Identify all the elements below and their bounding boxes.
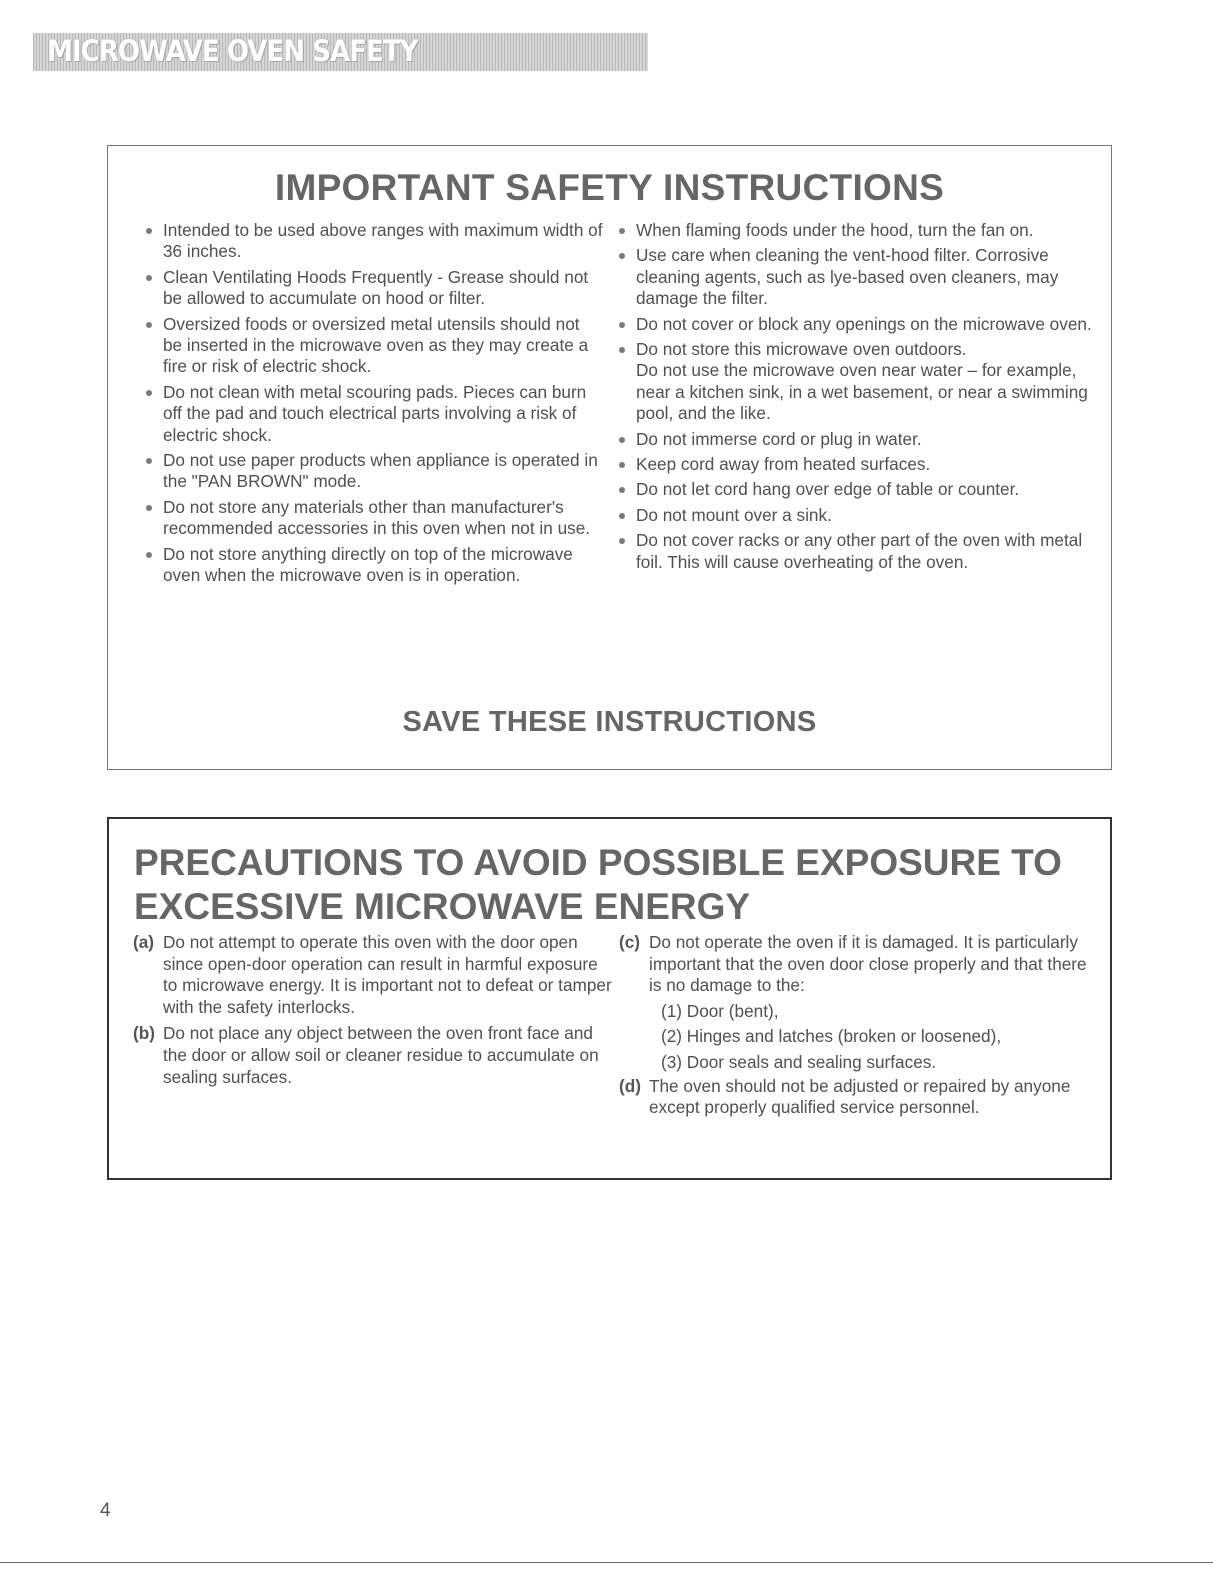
list-item-text: Do not attempt to operate this oven with the door open since open-door operation can result in harmful exposure to microwave energy. It is important not to defeat or tamper with the safety interlocks. bbox=[163, 932, 612, 1017]
sub-item: (3) Door seals and sealing surfaces. bbox=[661, 1051, 937, 1072]
save-instructions-footer: SAVE THESE INSTRUCTIONS bbox=[402, 706, 817, 738]
list-item: Do not cover or block any openings on the microwave oven. bbox=[606, 314, 1108, 335]
list-item: Do not use paper products when appliance is operated in the "PAN BROWN" mode. bbox=[133, 450, 603, 493]
precautions-box bbox=[107, 817, 1112, 1180]
precautions-title: PRECAUTIONS TO AVOID POSSIBLE EXPOSURE TO EXCESSIVE MICROWAVE ENERGY bbox=[134, 842, 1062, 927]
list-item: Do not store any materials other than manufacturer's recommended accessories in this oven when not in use. bbox=[133, 497, 603, 540]
section-header-bar bbox=[33, 33, 648, 71]
list-marker: (d) bbox=[619, 1075, 641, 1096]
list-item-text: The oven should not be adjusted or repaired by anyone except properly qualified service personnel. bbox=[649, 1075, 1071, 1118]
page-number: 4 bbox=[100, 1500, 111, 1521]
sub-item: (2) Hinges and latches (broken or loosened), bbox=[661, 1026, 1002, 1047]
list-item: When flaming foods under the hood, turn the fan on. bbox=[606, 220, 1108, 241]
list-item: Do not clean with metal scouring pads. Pieces can burn off the pad and touch electrical parts involving a risk of electric shock. bbox=[133, 382, 603, 446]
list-item: Keep cord away from heated surfaces. bbox=[606, 454, 1108, 475]
safety-list-right bbox=[606, 220, 1108, 577]
list-item: Do not let cord hang over edge of table or counter. bbox=[606, 479, 1108, 500]
list-item bbox=[133, 1023, 613, 1088]
list-item bbox=[133, 932, 613, 1018]
precautions-list-right bbox=[619, 932, 1089, 1119]
list-item: Do not store this microwave oven outdoors. bbox=[606, 339, 1108, 360]
list-item: Use care when cleaning the vent-hood filter. Corrosive cleaning agents, such as lye-based oven cleaners, may damage the filter. bbox=[606, 245, 1108, 309]
list-item: Clean Ventilating Hoods Frequently - Grease should not be allowed to accumulate on hood or filter. bbox=[133, 267, 603, 310]
bottom-divider bbox=[0, 1562, 1213, 1563]
safety-instructions-title: IMPORTANT SAFETY INSTRUCTIONS bbox=[274, 167, 945, 208]
sub-item: (1) Door (bent), bbox=[661, 1000, 779, 1021]
list-item: Intended to be used above ranges with maximum width of 36 inches. bbox=[133, 220, 603, 263]
precautions-list-left bbox=[133, 932, 613, 1088]
list-item-text: Do not operate the oven if it is damaged. It is particularly important that the oven door close properly and that there is no damage to the: bbox=[649, 932, 1087, 996]
section-header-title: MICROWAVE OVEN SAFETY bbox=[47, 34, 418, 68]
list-marker: (a) bbox=[133, 932, 155, 952]
safety-list-left bbox=[133, 220, 603, 591]
list-item: Do not immerse cord or plug in water. bbox=[606, 429, 1108, 450]
list-marker: (b) bbox=[133, 1023, 155, 1044]
list-item bbox=[619, 932, 1089, 1074]
list-item-text: Do not place any object between the oven front face and the door or allow soil or cleaner residue to accumulate on sealing surfaces. bbox=[163, 1023, 599, 1087]
list-item: Oversized foods or oversized metal utensils should not be inserted in the microwave oven as they may create a fire or risk of electric shock. bbox=[133, 314, 603, 378]
list-item: Do not mount over a sink. bbox=[606, 505, 1108, 526]
list-marker: (c) bbox=[619, 932, 641, 952]
list-item bbox=[619, 1076, 1089, 1119]
list-item: Do not store anything directly on top of the microwave oven when the microwave oven is in operation. bbox=[133, 544, 603, 587]
safety-instructions-box bbox=[107, 145, 1112, 770]
list-item: Do not use the microwave oven near water – for example, near a kitchen sink, in a wet basement, or near a swimming pool, and the like. bbox=[636, 360, 1088, 424]
list-item: Do not cover racks or any other part of the oven with metal foil. This will cause overheating of the oven. bbox=[606, 530, 1108, 573]
